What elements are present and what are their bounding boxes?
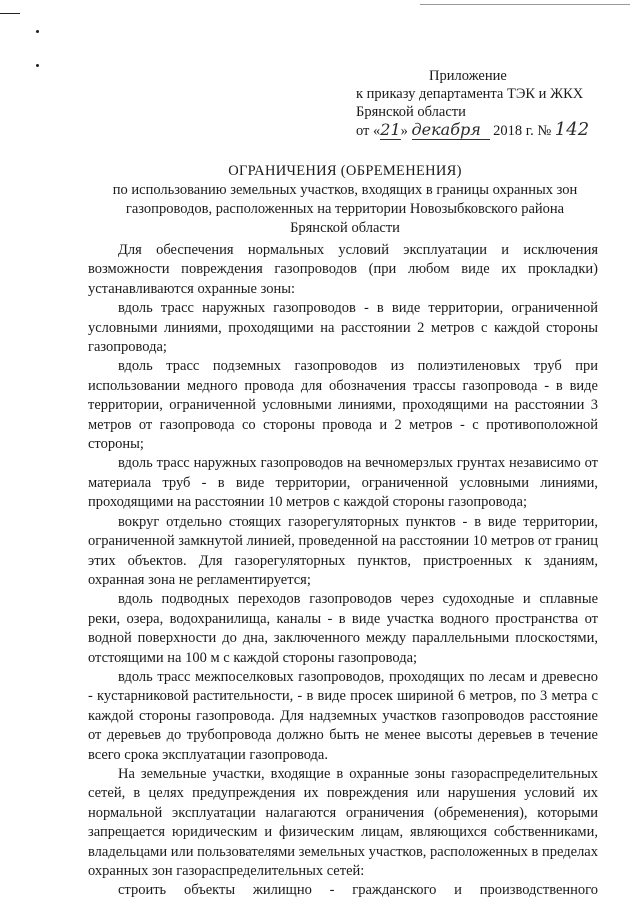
appendix-date-line — [356, 121, 589, 140]
scan-mark-top-left — [0, 13, 20, 14]
paragraph-permafrost: вдоль трасс наружных газопроводов на вечномерзлых грунтах независимо от материала труб - в виде территории, ограниченной условными линиями, проходящими на расстоянии 10 метров с каждой стороны газопровода; — [88, 455, 598, 511]
date-prefix: от « — [356, 123, 381, 139]
appendix-order-line: к приказу департамента ТЭК и ЖКХ — [356, 86, 584, 102]
document-body — [88, 241, 598, 901]
scan-dot — [36, 64, 39, 67]
date-day-handwritten: 21 — [380, 120, 401, 139]
document-title — [60, 162, 630, 238]
appendix-region-line: Брянской области — [356, 104, 466, 120]
title-line-1: по использованию земельных участков, входящих в границы охранных зон — [112, 182, 578, 198]
paragraph-intro: Для обеспечения нормальных условий эксплуатации и исключения возможности повреждения газопроводов (при любом виде их прокладки) устанавливаются охранные зоны: — [88, 242, 598, 297]
order-number-handwritten: 142 — [554, 119, 590, 140]
title-line-2: газопроводов, расположенных на территории Новозыбковского района — [125, 201, 565, 217]
title-main: ОГРАНИЧЕНИЯ (ОБРЕМЕНЕНИЯ) — [228, 163, 462, 179]
paragraph-restrictions: На земельные участки, входящие в охранные зоны газораспределительных сетей, в целях предупреждения их повреждения или нарушения условий их нормальной эксплуатации налагаются ограничения (обременения), которыми запрещается юридическим и физическим лицам, являющихся собственниками, владельцами или пользователями земельных участков, расположенных в пределах охранных зон газораспределительных сетей: — [88, 765, 598, 879]
scan-dot — [36, 30, 39, 33]
paragraph-construction: строить объекты жилищно - гражданского и производственного — [118, 882, 598, 899]
appendix-block — [356, 67, 589, 140]
paragraph-outer-pipelines: вдоль трасс наружных газопроводов - в виде территории, ограниченной условными линиями, проходящими на расстоянии 2 метров с каждой стороны газопровода; — [88, 300, 598, 356]
paragraph-underwater: вдоль подводных переходов газопроводов через судоходные и сплавные реки, озера, водохранилища, каналы - в виде участка водного пространства от водной поверхности до дна, заключенного между параллельными плоскостями, отстоящими на 100 м с каждой стороны газопровода; — [88, 591, 598, 666]
title-line-3: Брянской области — [290, 220, 400, 236]
date-month-handwritten: декабря — [412, 121, 490, 140]
paragraph-forest: вдоль трасс межпоселковых газопроводов, проходящих по лесам и древесно - кустарниковой растительности, - в виде просек шириной 6 метров, по 3 метра с каждой стороны газопровода. Для надземных участков газопроводов расстояние от деревьев до трубопровода должно быть не менее высоты деревьев в течение всего срока эксплуатации газопровода. — [88, 668, 598, 763]
date-year: 2018 г. № — [493, 123, 552, 139]
paragraph-gas-regulators: вокруг отдельно стоящих газорегуляторных пунктов - в виде территории, ограниченной замкнутой линией, проведенной на расстоянии 10 метров от границ этих объектов. Для газорегуляторных пунктов, пристроенных к зданиям, охранная зона не регламентируется; — [88, 513, 598, 588]
date-day-close: » — [400, 123, 408, 139]
appendix-title: Приложение — [429, 68, 507, 84]
scan-mark-top-right — [420, 4, 630, 5]
paragraph-underground-pipelines: вдоль трасс подземных газопроводов из полиэтиленовых труб при использовании медного провода для обозначения трассы газопровода - в виде территории, ограниченной условными линиями, проходящими на расстоянии 3 метров от газопровода со стороны провода и 2 метров - с противоположной стороны; — [88, 358, 598, 453]
